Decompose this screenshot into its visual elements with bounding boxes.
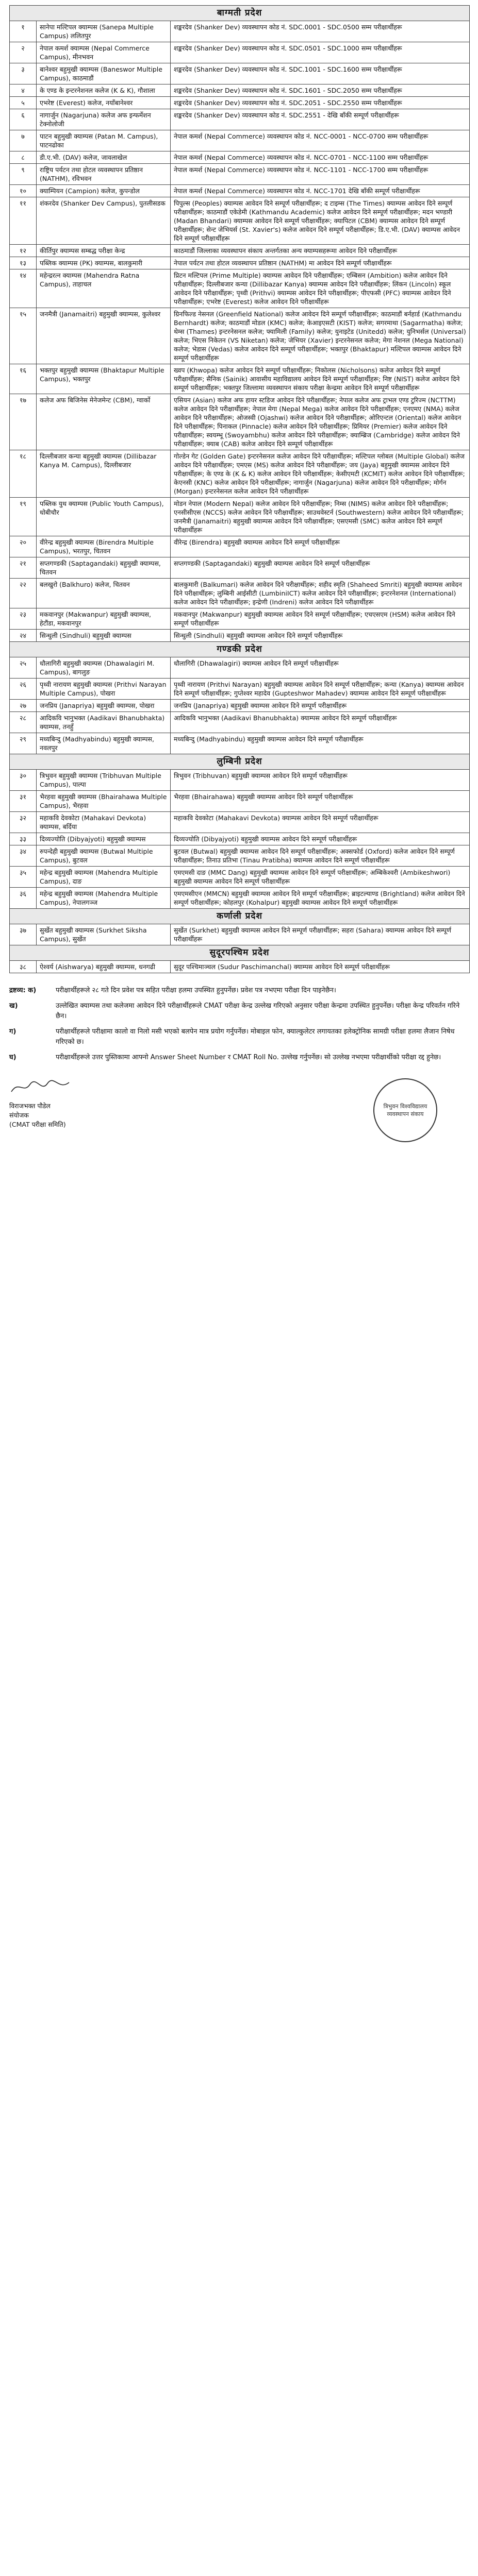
exam-center-cell: महाकवि देवकोटा (Mahakavi Devkota) क्याम्पस, बर्दिया [37, 812, 171, 833]
exam-center-cell: महेन्द्र बहुमुखी क्याम्पस (Mahendra Multiple Campus), नेपालगञ्ज [37, 888, 171, 909]
applicant-group-cell: महाकवि देवकोटा (Mahakavi Devkota) क्याम्पस आवेदन दिने सम्पूर्ण परीक्षार्थीहरू [171, 812, 470, 833]
applicant-group-cell: ग्रिनफिल्ड नेसनल (Greenfield National) कलेज आवेदन दिने सम्पूर्ण परीक्षार्थीहरू; काठमाडौं बर्नहार्ड (Kathmandu Bernhardt) कलेज; काठमाडौं मोडल (KMC) कलेज; केआइएसटी (KIST) कलेज; सगरमाथा (Sagarmatha) कलेज; थेम्स (Thames) इन्टरनेसनल कलेज; फ्यामिली (Family) कलेज; युनाइटेड (Unitedd) कलेज; युनिभर्सल (Universal) कलेज; भिएस निकेतन (VS Niketan) कलेज; जेभियर (Xavier) इन्टरनेसनल कलेज; मेगा नेशनल (Mega National) कलेज; भेडास (Vedas) कलेज आवेदन दिने सम्पूर्ण परीक्षार्थीहरू; भक्तपुर (Bhaktapur) मल्टिपल क्याम्पस आवेदन दिने सम्पूर्ण परीक्षार्थीहरू [171, 308, 470, 364]
table-row [10, 63, 470, 84]
table-row [10, 679, 470, 700]
applicant-group-cell: आदिकवि भानुभक्त (Aadikavi Bhanubhakta) क्याम्पस आवेदन दिने सम्पूर्ण परीक्षार्थीहरू [171, 712, 470, 733]
exam-center-cell: के एण्ड के इन्टरनेशनल कलेज (K & K), गौशाला [37, 84, 171, 97]
exam-center-cell: आदिकवि भानुभक्त (Aadikavi Bhanubhakta) क्याम्पस, तनहुँ [37, 712, 171, 733]
serial-number-cell: २४ [10, 630, 37, 642]
exam-center-cell: धौलागिरी बहुमुखी क्याम्पस (Dhawalagiri M. Campus), बागलुङ [37, 657, 171, 679]
serial-number-cell: ५ [10, 97, 37, 109]
serial-number-cell: १६ [10, 364, 37, 394]
exam-center-cell: नेपाल कमर्श क्याम्पस (Nepal Commerce Campus), मीनभवन [37, 42, 171, 63]
applicant-group-cell: मोडन नेपाल (Modern Nepal) कलेज आवेदन दिने परीक्षार्थीहरू; निम्स (NIMS) कलेज आवेदन दिने परीक्षार्थीहरू; एनसीसीएस (NCCS) कलेज आवेदन दिने परीक्षार्थीहरू; साउथवेस्टर्न (Southwestern) कलेज आवेदन दिने परीक्षार्थीहरू; जनमैत्री (Janamaitri) बहुमुखी क्याम्पस आवेदन दिने परीक्षार्थीहरू; एसएमसी (SMC) कलेज आवेदन दिने सम्पूर्ण परीक्षार्थीहरू [171, 498, 470, 536]
exam-center-cell: क्याम्पियन (Campion) कलेज, कुपन्डोल [37, 185, 171, 197]
exam-center-cell: दिव्यज्योति (Dibyajyoti) बहुमुखी क्याम्पस [37, 833, 171, 845]
exam-center-cell: सुर्खेत बहुमुखी क्याम्पस (Surkhet Siksha Campus), सुर्खेत [37, 924, 171, 945]
note-text: उल्लेखित क्याम्पस तथा कलेजमा आवेदन दिने परीक्षार्थीहरूले CMAT परीक्षा केन्द्र उल्लेख गरिएको अनुसार परीक्षा केन्द्रमा उपस्थित हुनुपर्नेछ। परीक्षा केन्द्र परिवर्तन गरिने छैन। [56, 1002, 460, 1020]
applicant-group-cell: बालकुमारी (Balkumari) कलेज आवेदन दिने परीक्षार्थीहरू; शहीद स्मृति (Shaheed Smriti) बहुमुखी क्याम्पस आवेदन दिने परीक्षार्थीहरू; लुम्बिनी आईसीटी (LumbiniICT) कलेज आवेदन दिने परीक्षार्थीहरू; इन्टरनेशनल (International) कलेज आवेदन दिने परीक्षार्थीहरू; इन्द्रेणी (Indreni) कलेज आवेदन दिने परीक्षार्थीहरू [171, 579, 470, 608]
applicant-group-cell: नेपाल कमर्श (Nepal Commerce) व्यवस्थापन कोड नं. NCC-1701 देखि बाँकी सम्पूर्ण परीक्षार्थीहरू [171, 185, 470, 197]
serial-number-cell: १३ [10, 257, 37, 269]
exam-center-cell: पाटन बहुमुखी क्याम्पस (Patan M. Campus), पाटनढोका [37, 130, 171, 151]
exam-center-cell: सानेपा मल्टिपल क्याम्पस (Sanepa Multiple Campus) ललितपुर [37, 21, 171, 42]
exam-center-cell: भक्तपुर बहुमुखी क्याम्पस (Bhaktapur Multiple Campus), भक्तपुर [37, 364, 171, 394]
table-row [10, 164, 470, 185]
table-row [10, 498, 470, 536]
table-row [10, 733, 470, 754]
exam-center-cell: डी.ए.भी. (DAV) कलेज, जावलाखेल [37, 151, 171, 164]
table-row [10, 21, 470, 42]
serial-number-cell: ३० [10, 770, 37, 791]
serial-number-cell: ६ [10, 109, 37, 130]
notes-section [9, 986, 469, 1063]
table-row [10, 812, 470, 833]
exam-center-cell: कलेज अफ बिजिनेस मेनेजमेन्ट (CBM), ग्वार्को [37, 394, 171, 450]
table-row [10, 394, 470, 450]
table-row [10, 364, 470, 394]
serial-number-cell: ३८ [10, 961, 37, 973]
serial-number-cell: ३२ [10, 812, 37, 833]
serial-number-cell: ७ [10, 130, 37, 151]
table-row [10, 608, 470, 630]
table-row [10, 888, 470, 909]
serial-number-cell: ४ [10, 84, 37, 97]
exam-center-cell: त्रिभुवन बहुमुखी क्याम्पस (Tribhuvan Multiple Campus), पाल्पा [37, 770, 171, 791]
applicant-group-cell: पिपुल्स (Peoples) क्याम्पस आवेदन दिने सम्पूर्ण परीक्षार्थीहरू; द टाइम्स (The Times) क्याम्पस आवेदन दिने सम्पूर्ण परीक्षार्थीहरू; काठमाडौं एकेडेमी (Kathmandu Academic) कलेज आवेदन दिने सम्पूर्ण परीक्षार्थीहरू; मदन भण्डारी (Madan Bhandari) क्याम्पस आवेदन दिने सम्पूर्ण परीक्षार्थीहरू; क्यापिटल (CBM) क्याम्पस आवेदन दिने सम्पूर्ण परीक्षार्थीहरू; सेन्ट जेभियर्स (St. Xavier's) कलेज आवेदन दिने सम्पूर्ण परीक्षार्थीहरू; डि.ए.भी. (DAV) क्याम्पस आवेदन दिने सम्पूर्ण परीक्षार्थीहरू [171, 197, 470, 245]
table-row [10, 630, 470, 642]
table-row [10, 700, 470, 712]
signatory-title: संयोजक [9, 1111, 29, 1119]
exam-center-cell: पब्लिक युथ क्याम्पस (Public Youth Campus), धोबीचौर [37, 498, 171, 536]
signature-scribble [9, 1078, 71, 1096]
applicant-group-cell: सुदूर पश्चिमाञ्चल (Sudur Paschimanchal) क्याम्पस आवेदन दिने सम्पूर्ण परीक्षार्थीहरू [171, 961, 470, 973]
applicant-group-cell: मकवानपुर (Makwanpur) बहुमुखी क्याम्पस आवेदन दिने सम्पूर्ण परीक्षार्थीहरू; एचएसएम (HSM) कलेज आवेदन दिने सम्पूर्ण परीक्षार्थीहरू [171, 608, 470, 630]
note-label: ग) [9, 1028, 17, 1036]
serial-number-cell: २३ [10, 608, 37, 630]
applicant-group-cell: शङ्करदेव (Shanker Dev) व्यवस्थापन कोड नं. SDC.0001 - SDC.0500 सम्म परीक्षार्थीहरू [171, 21, 470, 42]
exam-center-cell: भैरहवा बहुमुखी क्याम्पस (Bhairahawa Multiple Campus), भैरहवा [37, 791, 171, 812]
exam-center-cell: वीरेन्द्र बहुमुखी क्याम्पस (Birendra Multiple Campus), भरतपुर, चितवन [37, 536, 171, 557]
province-header-row [10, 909, 470, 924]
applicant-group-cell: एमएमसीएन (MMCN) बहुमुखी क्याम्पस आवेदन दिने सम्पूर्ण परीक्षार्थीहरू; ब्राइटल्याण्ड (Brightland) कलेज आवेदन दिने सम्पूर्ण परीक्षार्थीहरू; कोहलपुर (Kohalpur) बहुमुखी क्याम्पस आवेदन दिने सम्पूर्ण परीक्षार्थीहरू [171, 888, 470, 909]
serial-number-cell: २१ [10, 557, 37, 579]
serial-number-cell: ३ [10, 63, 37, 84]
table-row [10, 557, 470, 579]
document-page [9, 5, 469, 1142]
serial-number-cell: ३१ [10, 791, 37, 812]
serial-number-cell: २ [10, 42, 37, 63]
serial-number-cell: १७ [10, 394, 37, 450]
exam-center-cell: जनमैत्री (Janamaitri) बहुमुखी क्याम्पस, कुलेश्वर [37, 308, 171, 364]
exam-center-cell: शंकरदेव (Shanker Dev Campus), पुतलीसडक [37, 197, 171, 245]
serial-number-cell: १२ [10, 245, 37, 257]
serial-number-cell: ९ [10, 164, 37, 185]
serial-number-cell: १४ [10, 269, 37, 308]
serial-number-cell: १ [10, 21, 37, 42]
table-row [10, 269, 470, 308]
serial-number-cell: २८ [10, 712, 37, 733]
seal-text: त्रिभुवन विश्वविद्यालय व्यवस्थापन संकाय [383, 1103, 427, 1117]
table-row [10, 245, 470, 257]
serial-number-cell: १५ [10, 308, 37, 364]
applicant-group-cell: एसियन (Asian) कलेज अफ हायर स्टडिज आवेदन दिने परीक्षार्थीहरू; नेपाल कलेज अफ ट्राभल एण्ड टुरिज्म (NCTTM) कलेज आवेदन दिने परीक्षार्थीहरू; नेपाल मेगा (Nepal Mega) कलेज आवेदन दिने परीक्षार्थीहरू; एनएमए (NMA) कलेज आवेदन दिने परीक्षार्थीहरू; ओजस्वी (Ojashwi) कलेज आवेदन दिने परीक्षार्थीहरू; ओरिएन्टल (Oriental) कलेज आवेदन दिने परीक्षार्थीहरू; पिनाकल (Pinnacle) कलेज आवेदन दिने परीक्षार्थीहरू; प्रिमियर (Premier) कलेज आवेदन दिने परीक्षार्थीहरू; स्वयम्भू (Swoyambhu) कलेज आवेदन दिने परीक्षार्थीहरू; क्याम्ब्रिज (Cambridge) कलेज आवेदन दिने परीक्षार्थीहरू; क्याब (CAB) कलेज आवेदन दिने सम्पूर्ण परीक्षार्थीहरू [171, 394, 470, 450]
applicant-group-cell: प्रिटन मल्टिपल (Prime Multiple) क्याम्पस आवेदन दिने परीक्षार्थीहरू; एम्बिसन (Ambition) कलेज आवेदन दिने परीक्षार्थीहरू; दिल्लीबजार कन्या (Dillibazar Kanya) क्याम्पस आवेदन दिने परीक्षार्थीहरू; लिंकन (Lincoln) स्कूल आवेदन दिने परीक्षार्थीहरू; पृथ्वी (Prithvi) क्याम्पस आवेदन दिने परीक्षार्थीहरू; पीएफसी (PFC) क्याम्पस आवेदन दिने परीक्षार्थीहरू; एभरेष्ट (Everest) कलेज आवेदन दिने परीक्षार्थीहरू [171, 269, 470, 308]
serial-number-cell: २६ [10, 679, 37, 700]
exam-center-cell: ऐश्वर्य (Aishwarya) बहुमुखी क्याम्पस, धनगढी [37, 961, 171, 973]
exam-center-cell: नागार्जुन (Nagarjuna) कलेज अफ इन्फर्मेशन टेक्नोलोजी [37, 109, 171, 130]
province-header-row [10, 945, 470, 961]
applicant-group-cell: नेपाल कमर्श (Nepal Commerce) व्यवस्थापन कोड नं. NCC-1101 - NCC-1700 सम्म परीक्षार्थीहरू [171, 164, 470, 185]
note-text: परीक्षार्थीहरूले २८ गते दिन प्रवेश पत्र सहित परीक्षा हलमा उपस्थित हुनुपर्नेछ। प्रवेश पत्र नभएमा परीक्षा दिन पाइनेछैन। [56, 987, 336, 994]
applicant-group-cell: मध्यबिन्दु (Madhyabindu) बहुमुखी क्याम्पस आवेदन दिने सम्पूर्ण परीक्षार्थीहरू [171, 733, 470, 754]
exam-center-cell: सप्तगण्डकी (Saptagandaki) बहुमुखी क्याम्पस, चितवन [37, 557, 171, 579]
note-label: घ) [9, 1054, 17, 1061]
exam-center-cell: एभरेष्ट (Everest) कलेज, नयाँबानेश्वर [37, 97, 171, 109]
signature-block [9, 1078, 71, 1142]
signatory-dept: (CMAT परीक्षा समिति) [9, 1121, 66, 1128]
serial-number-cell: ३३ [10, 833, 37, 845]
exam-center-cell: रुपन्देही बहुमुखी क्याम्पस (Butwal Multiple Campus), बुटवल [37, 845, 171, 867]
note-label: ख) [9, 1002, 18, 1010]
table-row [10, 791, 470, 812]
official-seal [373, 1078, 437, 1142]
table-row [10, 97, 470, 109]
signatory-name: विराजभक्त पौडेल [9, 1102, 51, 1110]
applicant-group-cell: ख्वप (Khwopa) कलेज आवेदन दिने सम्पूर्ण परीक्षार्थीहरू; निकोलस (Nicholsons) कलेज आवेदन दिने सम्पूर्ण परीक्षार्थीहरू; सैनिक (Sainik) आवासीय महाविद्यालय आवेदन दिने सम्पूर्ण परीक्षार्थीहरू; निष्ट (NIST) कलेज आवेदन दिने सम्पूर्ण परीक्षार्थीहरू; भक्तपुर जिल्लामा व्यवस्थापन संकाय परीक्षा केन्द्रमा आवेदन दिने सम्पूर्ण परीक्षार्थीहरू [171, 364, 470, 394]
serial-number-cell: ३६ [10, 888, 37, 909]
table-row [10, 536, 470, 557]
applicant-group-cell: सिन्धुली (Sindhuli) बहुमुखी क्याम्पस आवेदन दिने सम्पूर्ण परीक्षार्थीहरू [171, 630, 470, 642]
serial-number-cell: २२ [10, 579, 37, 608]
applicant-group-cell: त्रिभुवन (Tribhuvan) बहुमुखी क्याम्पस आवेदन दिने सम्पूर्ण परीक्षार्थीहरू [171, 770, 470, 791]
table-row [10, 197, 470, 245]
exam-center-cell: सिन्धुली (Sindhuli) बहुमुखी क्याम्पस [37, 630, 171, 642]
applicant-group-cell: सप्तगण्डकी (Saptagandaki) बहुमुखी क्याम्पस आवेदन दिने सम्पूर्ण परीक्षार्थीहरू [171, 557, 470, 579]
table-row [10, 712, 470, 733]
serial-number-cell: ३७ [10, 924, 37, 945]
applicant-group-cell: शङ्करदेव (Shanker Dev) व्यवस्थापन कोड नं. SDC.1001 - SDC.1600 सम्म परीक्षार्थीहरू [171, 63, 470, 84]
exam-center-cell: जनप्रिय (Janapriya) बहुमुखी क्याम्पस, पोखरा [37, 700, 171, 712]
serial-number-cell: २७ [10, 700, 37, 712]
province-header-row [10, 754, 470, 770]
serial-number-cell: २० [10, 536, 37, 557]
applicant-group-cell: एमएमसी दाङ (MMC Dang) बहुमुखी क्याम्पस आवेदन दिने सम्पूर्ण परीक्षार्थीहरू; अम्बिकेश्वरी (Ambikeshwori) बहुमुखी क्याम्पस आवेदन दिने सम्पूर्ण परीक्षार्थीहरू [171, 867, 470, 888]
applicant-group-cell: नेपाल कमर्श (Nepal Commerce) व्यवस्थापन कोड नं. NCC-0001 - NCC-0700 सम्म परीक्षार्थीहरू [171, 130, 470, 151]
serial-number-cell: २५ [10, 657, 37, 679]
table-row [10, 109, 470, 130]
exam-center-cell: पृथ्वी नारायण बहुमुखी क्याम्पस (Prithvi Narayan Multiple Campus), पोखरा [37, 679, 171, 700]
serial-number-cell: ३५ [10, 867, 37, 888]
applicant-group-cell: वीरेन्द्र (Birendra) बहुमुखी क्याम्पस आवेदन दिने सम्पूर्ण परीक्षार्थीहरू [171, 536, 470, 557]
province-title: बाग्मती प्रदेश [10, 6, 470, 21]
exam-center-table [9, 5, 470, 973]
note-text: परीक्षार्थीहरूले परीक्षामा कालो वा निलो मसी भएको बलपेन मात्र प्रयोग गर्नुपर्नेछ। मोबाइल फोन, क्याल्कुलेटर लगायतका इलेक्ट्रोनिक सामग्री परीक्षा हलमा लैजान निषेध गरिएको छ। [56, 1028, 455, 1046]
applicant-group-cell: धौलागिरी (Dhawalagiri) क्याम्पस आवेदन दिने सम्पूर्ण परीक्षार्थीहरू [171, 657, 470, 679]
exam-center-cell: महेन्द्ररत्न क्याम्पस (Mahendra Ratna Campus), ताहाचल [37, 269, 171, 308]
applicant-group-cell: नेपाल पर्यटन तथा होटल व्यवस्थापन प्रतिष्ठान (NATHM) मा आवेदन दिने सम्पूर्ण परीक्षार्थीहरू [171, 257, 470, 269]
province-title: कर्णाली प्रदेश [10, 909, 470, 924]
exam-center-cell: बलखुरो (Balkhuro) कलेज, चितवन [37, 579, 171, 608]
table-row [10, 867, 470, 888]
serial-number-cell: १८ [10, 450, 37, 498]
exam-center-cell: बानेश्वर बहुमुखी क्याम्पस (Baneswor Multiple Campus), काठमाडौं [37, 63, 171, 84]
serial-number-cell: २९ [10, 733, 37, 754]
applicant-group-cell: शङ्करदेव (Shanker Dev) व्यवस्थापन कोड नं. SDC.0501 - SDC.1000 सम्म परीक्षार्थीहरू [171, 42, 470, 63]
exam-center-cell: पब्लिक क्याम्पस (PK) क्याम्पस, बालकुमारी [37, 257, 171, 269]
applicant-group-cell: शङ्करदेव (Shanker Dev) व्यवस्थापन कोड नं. SDC.2051 - SDC.2550 सम्म परीक्षार्थीहरू [171, 97, 470, 109]
serial-number-cell: १० [10, 185, 37, 197]
applicant-group-cell: शङ्करदेव (Shanker Dev) व्यवस्थापन कोड नं. SDC.2551 - देखि बाँकी सम्पूर्ण परीक्षार्थीहरू [171, 109, 470, 130]
table-row [10, 308, 470, 364]
note-item [9, 1027, 469, 1047]
table-row [10, 961, 470, 973]
applicant-group-cell: जनप्रिय (Janapriya) बहुमुखी क्याम्पस आवेदन दिने सम्पूर्ण परीक्षार्थीहरू [171, 700, 470, 712]
table-row [10, 84, 470, 97]
table-row [10, 770, 470, 791]
table-row [10, 42, 470, 63]
exam-center-cell: महेन्द्र बहुमुखी क्याम्पस (Mahendra Multiple Campus), दाङ [37, 867, 171, 888]
exam-center-cell: मध्यबिन्दु (Madhyabindu) बहुमुखी क्याम्पस, नवलपुर [37, 733, 171, 754]
applicant-group-cell: नेपाल कमर्श (Nepal Commerce) व्यवस्थापन कोड नं. NCC-0701 - NCC-1100 सम्म परीक्षार्थीहरू [171, 151, 470, 164]
signature-area [9, 1078, 453, 1142]
table-row [10, 579, 470, 608]
table-row [10, 657, 470, 679]
table-row [10, 833, 470, 845]
applicant-group-cell: सुर्खेत (Surkhet) बहुमुखी क्याम्पस आवेदन दिने सम्पूर्ण परीक्षार्थीहरू; सहरा (Sahara) क्याम्पस आवेदन दिने सम्पूर्ण परीक्षार्थीहरू [171, 924, 470, 945]
serial-number-cell: ८ [10, 151, 37, 164]
applicant-group-cell: शङ्करदेव (Shanker Dev) व्यवस्थापन कोड नं. SDC.1601 - SDC.2050 सम्म परीक्षार्थीहरू [171, 84, 470, 97]
serial-number-cell: १९ [10, 498, 37, 536]
note-text: परीक्षार्थीहरूले उत्तर पुस्तिकामा आफ्नो Answer Sheet Number र CMAT Roll No. उल्लेख गर्नुपर्नेछ। सो उल्लेख नभएमा परीक्षार्थीको परीक्षा रद्द हुनेछ। [56, 1054, 441, 1061]
exam-center-cell: राष्ट्रिय पर्यटन तथा होटल व्यवस्थापन प्रतिष्ठान (NATHM), रविभवन [37, 164, 171, 185]
exam-center-cell: दिल्लीबजार कन्या बहुमुखी क्याम्पस (Dillibazar Kanya M. Campus), दिल्लीबजार [37, 450, 171, 498]
note-item [9, 986, 469, 996]
table-row [10, 845, 470, 867]
table-row [10, 185, 470, 197]
note-item [9, 1001, 469, 1022]
applicant-group-cell: बुटवल (Butwal) बहुमुखी क्याम्पस आवेदन दिने सम्पूर्ण परीक्षार्थीहरू; अक्सफोर्ड (Oxford) कलेज आवेदन दिने सम्पूर्ण परीक्षार्थीहरू; तिनाउ प्रतिभा (Tinau Pratibha) क्याम्पस आवेदन दिने सम्पूर्ण परीक्षार्थीहरू [171, 845, 470, 867]
exam-center-cell: मकवानपुर (Makwanpur) बहुमुखी क्याम्पस, हेटौंडा, मकवानपुर [37, 608, 171, 630]
province-title: गण्डकी प्रदेश [10, 642, 470, 657]
serial-number-cell: ११ [10, 197, 37, 245]
applicant-group-cell: काठमाडौं जिल्लाका व्यवस्थापन संकाय अन्तर्गतका अन्य क्याम्पसहरूमा आवेदन दिने परीक्षार्थीहरू [171, 245, 470, 257]
table-row [10, 924, 470, 945]
table-row [10, 257, 470, 269]
applicant-group-cell: दिव्यज्योति (Dibyajyoti) बहुमुखी क्याम्पस आवेदन दिने सम्पूर्ण परीक्षार्थीहरू [171, 833, 470, 845]
serial-number-cell: ३४ [10, 845, 37, 867]
applicant-group-cell: पृथ्वी नारायण (Prithvi Narayan) बहुमुखी क्याम्पस आवेदन दिने सम्पूर्ण परीक्षार्थीहरू; कन्या (Kanya) क्याम्पस आवेदन दिने सम्पूर्ण परीक्षार्थीहरू; गुप्तेश्वर महादेव (Gupteshwor Mahadev) क्याम्पस आवेदन दिने सम्पूर्ण परीक्षार्थीहरू [171, 679, 470, 700]
exam-center-cell: कीर्तिपुर क्याम्पस सम्बद्ध परीक्षा केन्द्र [37, 245, 171, 257]
province-title: लुम्बिनी प्रदेश [10, 754, 470, 770]
province-header-row [10, 642, 470, 657]
table-row [10, 151, 470, 164]
applicant-group-cell: गोल्डेन गेट (Golden Gate) इन्टरनेसनल कलेज आवेदन दिने परीक्षार्थीहरू; मल्टिपल ग्लोबल (Multiple Global) कलेज आवेदन दिने परीक्षार्थीहरू; एमएस (MS) कलेज आवेदन दिने परीक्षार्थीहरू; जय (Jaya) बहुमुखी क्याम्पस आवेदन दिने परीक्षार्थीहरू; के एण्ड के (K & K) कलेज आवेदन दिने परीक्षार्थीहरू; केसीएमटी (KCMIT) कलेज आवेदन दिने परीक्षार्थीहरू; केएनसी (KNC) कलेज आवेदन दिने परीक्षार्थीहरू; नागार्जुन (Nagarjuna) कलेज आवेदन दिने परीक्षार्थीहरू; मोर्गन (Morgan) इन्टरनेसनल कलेज आवेदन दिने परीक्षार्थीहरू [171, 450, 470, 498]
province-title: सुदूरपश्चिम प्रदेश [10, 945, 470, 961]
applicant-group-cell: भैरहवा (Bhairahawa) बहुमुखी क्याम्पस आवेदन दिने सम्पूर्ण परीक्षार्थीहरू [171, 791, 470, 812]
table-row [10, 130, 470, 151]
table-row [10, 450, 470, 498]
note-item [9, 1053, 469, 1063]
note-label: द्रष्टव्य: क) [9, 987, 37, 994]
province-header-row [10, 6, 470, 21]
